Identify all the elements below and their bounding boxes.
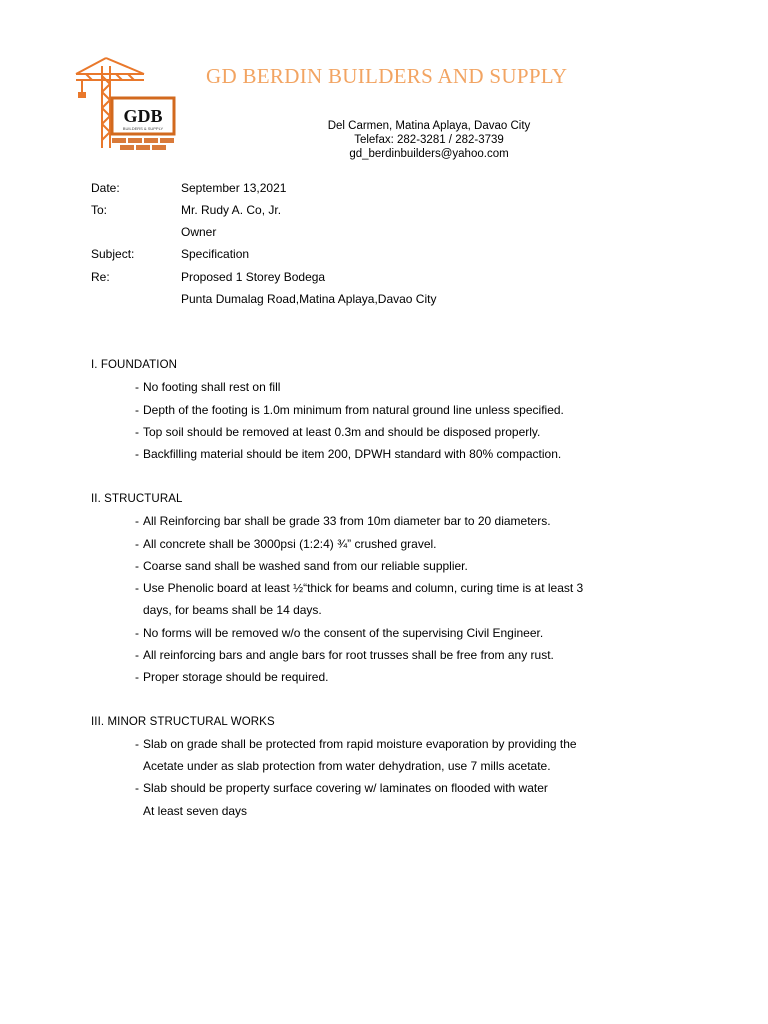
list-item: - Slab on grade shall be protected from rapid moisture evaporation by providing the [135,737,577,751]
list-item: - Use Phenolic board at least ½“thick for beams and column, curing time is at least 3 [135,581,584,595]
re-line-1: Proposed 1 Storey Bodega [181,270,326,284]
list-item-continuation: days, for beams shall be 14 days. [143,603,322,617]
logo-text: GDB [123,106,163,126]
list-item: - All Reinforcing bar shall be grade 33 from 10m diameter bar to 20 diameters. [135,514,551,528]
list-item: - Depth of the footing is 1.0m minimum from natural ground line unless specified. [135,403,564,417]
to-title: Owner [181,225,217,239]
list-item: - Backfilling material should be item 200, DPWH standard with 80% compaction. [135,447,562,461]
list-item: - No footing shall rest on fill [135,380,281,394]
to-label: To: [91,203,108,217]
re-line-2: Punta Dumalag Road,Matina Aplaya,Davao City [181,292,437,306]
list-item: - Slab should be property surface covering w/ laminates on flooded with water [135,781,548,795]
list-item-continuation: Acetate under as slab protection from water dehydration, use 7 mills acetate. [143,759,551,773]
list-item: - Top soil should be removed at least 0.3m and should be disposed properly. [135,425,541,439]
list-item: - All concrete shall be 3000psi (1:2:4) ¾” crushed gravel. [135,537,437,551]
date-label: Date: [91,181,120,195]
company-telefax: Telefax: 282-3281 / 282-3739 [354,134,504,146]
list-item: - All reinforcing bars and angle bars for root trusses shall be free from any rust. [135,648,554,662]
logo-subtext: BUILDERS & SUPPLY [122,126,164,131]
section-title-foundation: I. FOUNDATION [91,359,178,371]
date-value: September 13,2021 [181,181,287,195]
company-address: Del Carmen, Matina Aplaya, Davao City [327,120,531,132]
company-logo [72,56,184,152]
section-title-structural: II. STRUCTURAL [91,493,183,505]
list-item: - Proper storage should be required. [135,670,329,684]
list-item: - Coarse sand shall be washed sand from our reliable supplier. [135,559,468,573]
subject-value: Specification [181,247,250,261]
company-email: gd_berdinbuilders@yahoo.com [349,148,509,160]
section-title-minor-structural: III. MINOR STRUCTURAL WORKS [91,716,275,728]
to-name: Mr. Rudy A. Co, Jr. [181,203,282,217]
list-item: - No forms will be removed w/o the consent of the supervising Civil Engineer. [135,626,544,640]
company-name: GD BERDIN BUILDERS AND SUPPLY [206,64,568,88]
list-item-continuation: At least seven days [143,804,248,818]
re-label: Re: [91,270,110,284]
subject-label: Subject: [91,247,135,261]
